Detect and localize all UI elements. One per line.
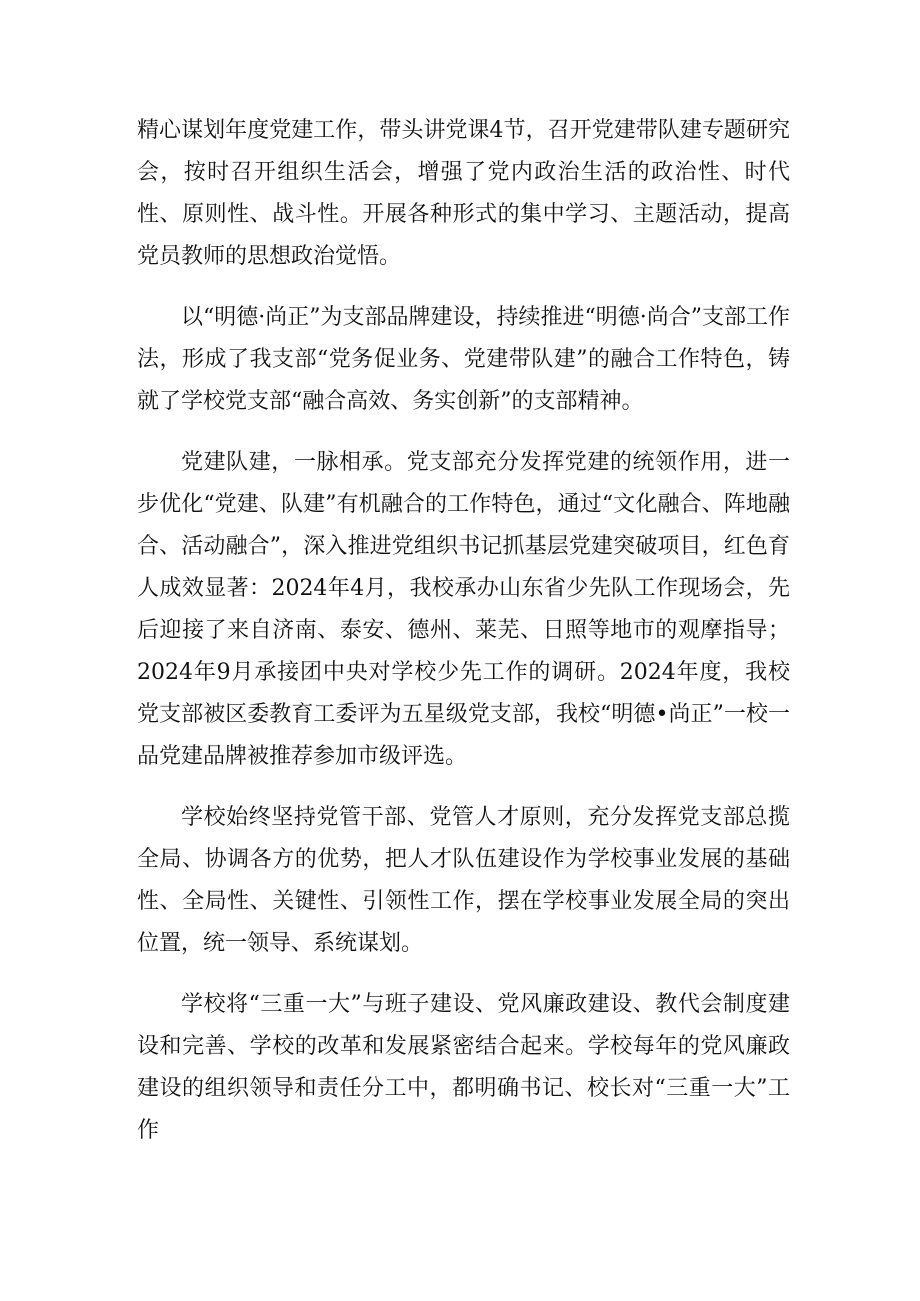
paragraph-3: 党建队建，一脉相承。党支部充分发挥党建的统领作用，进一步优化“党建、队建”有机融合的工作特色，通过“文化融合、阵地融合、活动融合”，深入推进党组织书记抓基层党建突破项目，红色育人成效显著：2024年4月，我校承办山东省少先队工作现场会，先后迎接了来自济南、泰安、德州、莱芜、日照等地市的观摩指导；2024年9月承接团中央对学校少先工作的调研。2024年度，我校党支部被区委教育工委评为五星级党支部，我校“明德•尚正”一校一品党建品牌被推荐参加市级评选。 — [137, 450, 790, 769]
paragraph-4: 学校始终坚持党管干部、党管人才原则，充分发挥党支部总揽全局、协调各方的优势，把人才队伍建设作为学校事业发展的基础性、全局性、关键性、引领性工作，摆在学校事业发展全局的突出位置，统一领导、系统谋划。 — [137, 805, 790, 956]
paragraph-5: 学校将“三重一大”与班子建设、党风廉政建设、教代会制度建设和完善、学校的改革和发展紧密结合起来。学校每年的党风廉政建设的组织领导和责任分工中，都明确书记、校长对“三重一大”工作 — [137, 992, 790, 1143]
paragraph-2: 以“明德·尚正”为支部品牌建设，持续推进“明德·尚合”支部工作法，形成了我支部“党务促业务、党建带队建”的融合工作特色，铸就了学校党支部“融合高效、务实创新”的支部精神。 — [137, 305, 790, 414]
document-body — [137, 110, 790, 1171]
paragraph-1: 精心谋划年度党建工作，带头讲党课4节，召开党建带队建专题研究会，按时召开组织生活会，增强了党内政治生活的政治性、时代性、原则性、战斗性。开展各种形式的集中学习、主题活动，提高党员教师的思想政治觉悟。 — [137, 118, 790, 269]
